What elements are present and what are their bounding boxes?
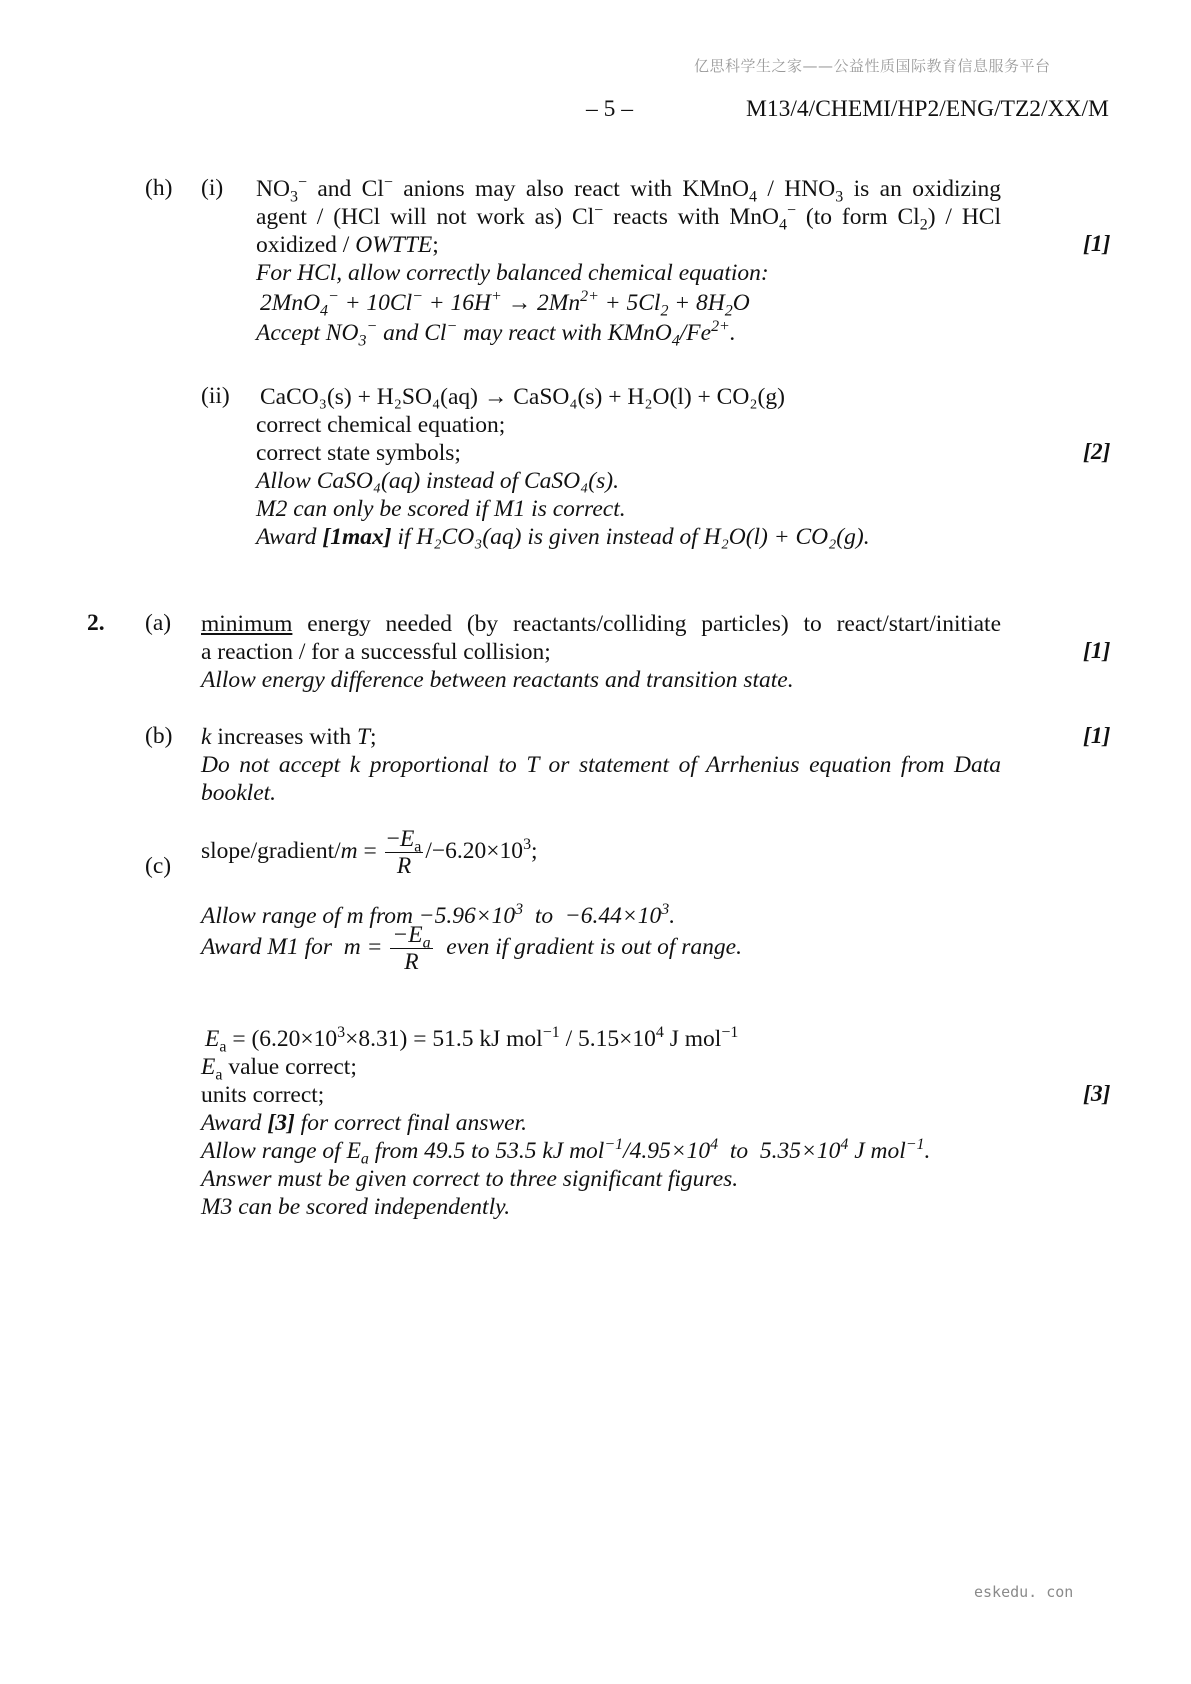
part-c-award: Award [3] for correct final answer. (201, 1110, 527, 1136)
part-c-ea-value: $E_a$ value correct; (201, 1054, 357, 1084)
part-c-units: units correct; (201, 1082, 325, 1108)
subpart-i-line-3: oxidized / OWTTE; (256, 232, 439, 258)
part-a-content (201, 610, 1001, 694)
subpart-i-label: (i) (201, 175, 224, 201)
subpart-ii-label: (ii) (201, 383, 230, 409)
subpart-i-equation: $2MnO_4^- + 10Cl^- + 16H^+ \to 2Mn^{2+} + 5Cl_2 + 8H_2O$ (260, 288, 750, 320)
subpart-ii-mark: [2] (1083, 439, 1111, 465)
header-watermark: 亿思科学生之家——公益性质国际教育信息服务平台 (694, 57, 1051, 75)
subpart-ii-equation: CaCO₃(s) + H₂SO₄(aq) → CaSO₄(s) + H₂O(l) + CO₂(g) (260, 384, 785, 410)
page-number: – 5 – (586, 96, 633, 122)
part-b-line-3: booklet. (201, 780, 277, 806)
part-c-label: (c) (145, 853, 172, 879)
subpart-ii-line-1: correct chemical equation; (256, 412, 506, 438)
subpart-ii-line-5: Award [1max] if H₂CO₃(aq) is given instead of H₂O(l) + CO₂(g). (256, 524, 870, 550)
subpart-ii-line-2: correct state symbols; (256, 440, 461, 466)
subpart-i-mark: [1] (1083, 231, 1111, 257)
subpart-ii-line-3: Allow CaSO₄(aq) instead of CaSO₄(s). (256, 468, 619, 494)
part-a-mark: [1] (1083, 638, 1111, 664)
subpart-i-line-6: Accept $NO_3^-$ and Cl− may react with $KMnO_4/Fe^{2+}$. (256, 318, 736, 350)
part-b-line-2: Do not accept k proportional to T or statement of Arrhenius equation from Data (201, 752, 1001, 778)
part-c-slope: slope/gradient/m = $\frac{-E_a}{R}$ $/-6.20\times 10^3$; (201, 826, 538, 879)
fraction-ea-over-r: $\frac{-E_a}{R}$ (386, 826, 422, 879)
part-a-line-1: minimum energy needed (by reactants/colliding particles) to react/start/initiate (201, 611, 1001, 637)
subpart-i-line-4: For HCl, allow correctly balanced chemical equation: (256, 260, 769, 286)
part-c-award-m1: Award M1 for m = $\frac{-E_a}{R}$ even if gradient is out of range. (201, 922, 742, 975)
subpart-ii-line-4: M2 can only be scored if M1 is correct. (256, 496, 626, 522)
part-a-line-3: Allow energy difference between reactants and transition state. (201, 667, 794, 693)
part-b-label: (b) (145, 723, 173, 749)
footer-watermark: eskedu. con (974, 1583, 1074, 1601)
part-b-mark: [1] (1083, 723, 1111, 749)
part-c-ea-equation: $E_a = (6.20\times 10^3\times 8.31) = 51.5$ kJ $mol^{-1} / 5.15\times 10^4$ J mol$^{-1}$ (205, 1024, 739, 1056)
part-c-sigfig: Answer must be given correct to three significant figures. (201, 1166, 739, 1192)
part-c-m3: M3 can be scored independently. (201, 1194, 511, 1220)
subpart-i-content (256, 174, 1001, 350)
part-c-activation-energy (201, 1025, 1001, 1221)
part-c-ea-range: Allow range of $E_a$ from 49.5 to 53.5 kJ $mol^{-1}/4.95\times 10^4$ to $5.35\times 10^4$ J mol$^{-1}$. (201, 1136, 931, 1168)
question-2-number: 2. (87, 610, 105, 636)
part-a-label: (a) (145, 610, 172, 636)
part-c-mark: [3] (1083, 1081, 1111, 1107)
paper-code: M13/4/CHEMI/HP2/ENG/TZ2/XX/M (746, 96, 1109, 122)
part-c-range: Allow range of m from $-5.96\times 10^3$ to $-6.44\times 10^3$. (201, 901, 676, 929)
subpart-i-line-1: $NO_3^-$ and Cl− anions may also react with KMnO$_4$ / $HNO_3$ is an oxidizing (256, 174, 1001, 206)
part-a-line-2: a reaction / for a successful collision; (201, 639, 551, 665)
part-h-label: (h) (145, 175, 173, 201)
subpart-i-line-2: agent / (HCl will not work as) Cl− reacts with MnO$_4$− (to form $Cl_2$) / HCl (256, 202, 1001, 234)
part-b-line-1: k increases with T; (201, 724, 377, 750)
part-b-content (201, 723, 1001, 807)
subpart-ii-content (256, 383, 1001, 551)
